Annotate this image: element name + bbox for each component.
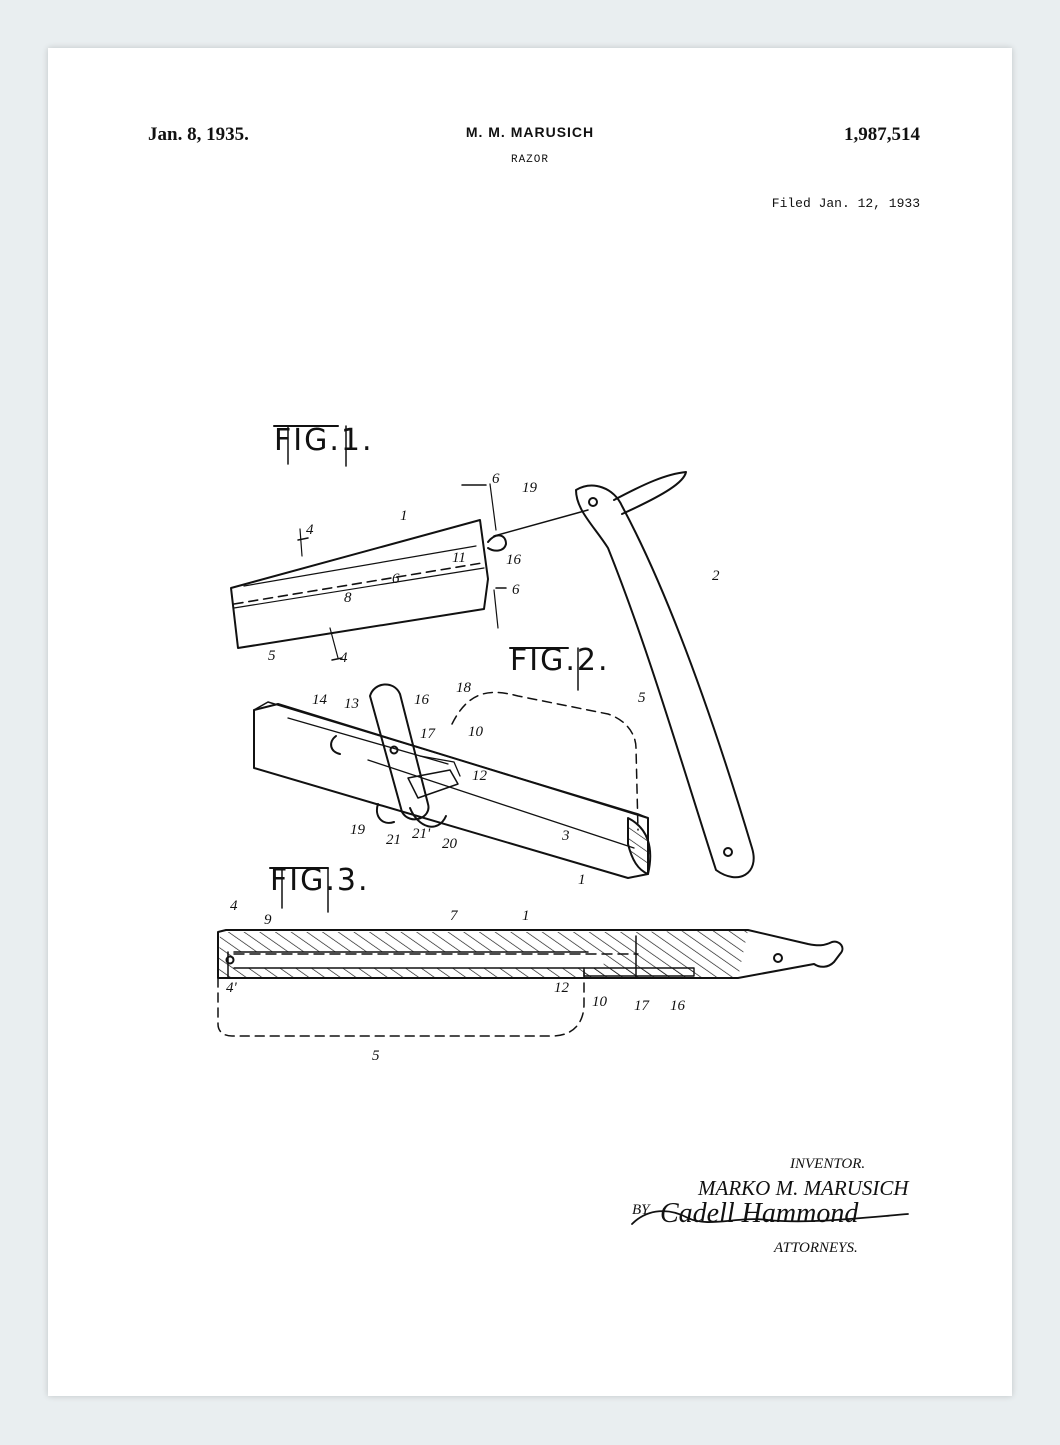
fig3-label-16: 16 <box>670 998 685 1014</box>
fig3-blade-outline <box>218 970 584 1036</box>
patent-title: RAZOR <box>510 154 549 166</box>
fig1-title: FIG.1. <box>274 423 374 458</box>
inventor-caption: INVENTOR. <box>790 1156 866 1172</box>
fig3-label-9: 9 <box>264 912 272 928</box>
fig1-label-8: 8 <box>344 590 352 606</box>
fig1-label-11: 11 <box>452 550 466 566</box>
fig2-label-3: 3 <box>562 828 570 844</box>
figure-1 <box>231 423 754 877</box>
fig2-label-5: 5 <box>638 690 646 706</box>
fig3-label-4-prime: 4' <box>226 980 237 996</box>
fig1-label-4: 4 <box>306 522 314 538</box>
fig2-label-21-prime: 21' <box>412 826 431 842</box>
filed-date: Filed Jan. 12, 1933 <box>771 196 920 211</box>
fig3-label-17: 17 <box>634 998 649 1014</box>
fig1-label-19: 19 <box>522 480 537 496</box>
fig3-label-10: 10 <box>592 994 607 1010</box>
fig1-label-5: 5 <box>268 648 276 664</box>
fig2-title: FIG.2. <box>510 643 610 678</box>
fig2-label-20: 20 <box>442 836 457 852</box>
fig2-label-17: 17 <box>420 726 435 742</box>
fig3-section <box>218 930 842 978</box>
fig3-label-12: 12 <box>554 980 569 996</box>
fig3-label-1: 1 <box>522 908 530 924</box>
patent-sheet <box>48 48 1012 1396</box>
fig1-label-6c: 6 <box>392 571 400 587</box>
fig2-label-12: 12 <box>472 768 487 784</box>
fig1-label-16: 16 <box>506 552 521 568</box>
fig1-label-4b: 4 <box>340 650 348 666</box>
fig3-label-4: 4 <box>230 898 238 914</box>
attorneys-caption: ATTORNEYS. <box>774 1240 858 1256</box>
fig3-label-5: 5 <box>372 1048 380 1064</box>
fig2-label-14: 14 <box>312 692 327 708</box>
inventor-signature: MARKO M. MARUSICH <box>698 1176 909 1200</box>
fig1-label-1: 1 <box>400 508 408 524</box>
inventor-heading: M. M. MARUSICH <box>465 124 595 140</box>
fig1-blade <box>231 510 588 648</box>
figure-2 <box>254 643 650 888</box>
fig2-label-16: 16 <box>414 692 429 708</box>
fig2-label-10: 10 <box>468 724 483 740</box>
fig1-label-6: 6 <box>492 471 500 487</box>
fig2-label-21: 21 <box>386 832 401 848</box>
fig2-label-13: 13 <box>344 696 359 712</box>
fig3-label-7: 7 <box>450 908 458 924</box>
figure-3 <box>218 863 842 1064</box>
fig2-label-19: 19 <box>350 822 365 838</box>
fig2-label-1: 1 <box>578 872 586 888</box>
patent-number: 1,987,514 <box>844 124 920 145</box>
attorney-signature: Cadell Hammond <box>660 1198 859 1229</box>
fig3-title: FIG.3. <box>270 863 370 898</box>
fig1-label-6b: 6 <box>512 582 520 598</box>
fig1-label-2: 2 <box>712 568 720 584</box>
patent-date: Jan. 8, 1935. <box>148 124 249 145</box>
fig2-label-18: 18 <box>456 680 471 696</box>
fig2-blade-outline <box>452 692 638 830</box>
by-label: BY <box>632 1202 650 1218</box>
